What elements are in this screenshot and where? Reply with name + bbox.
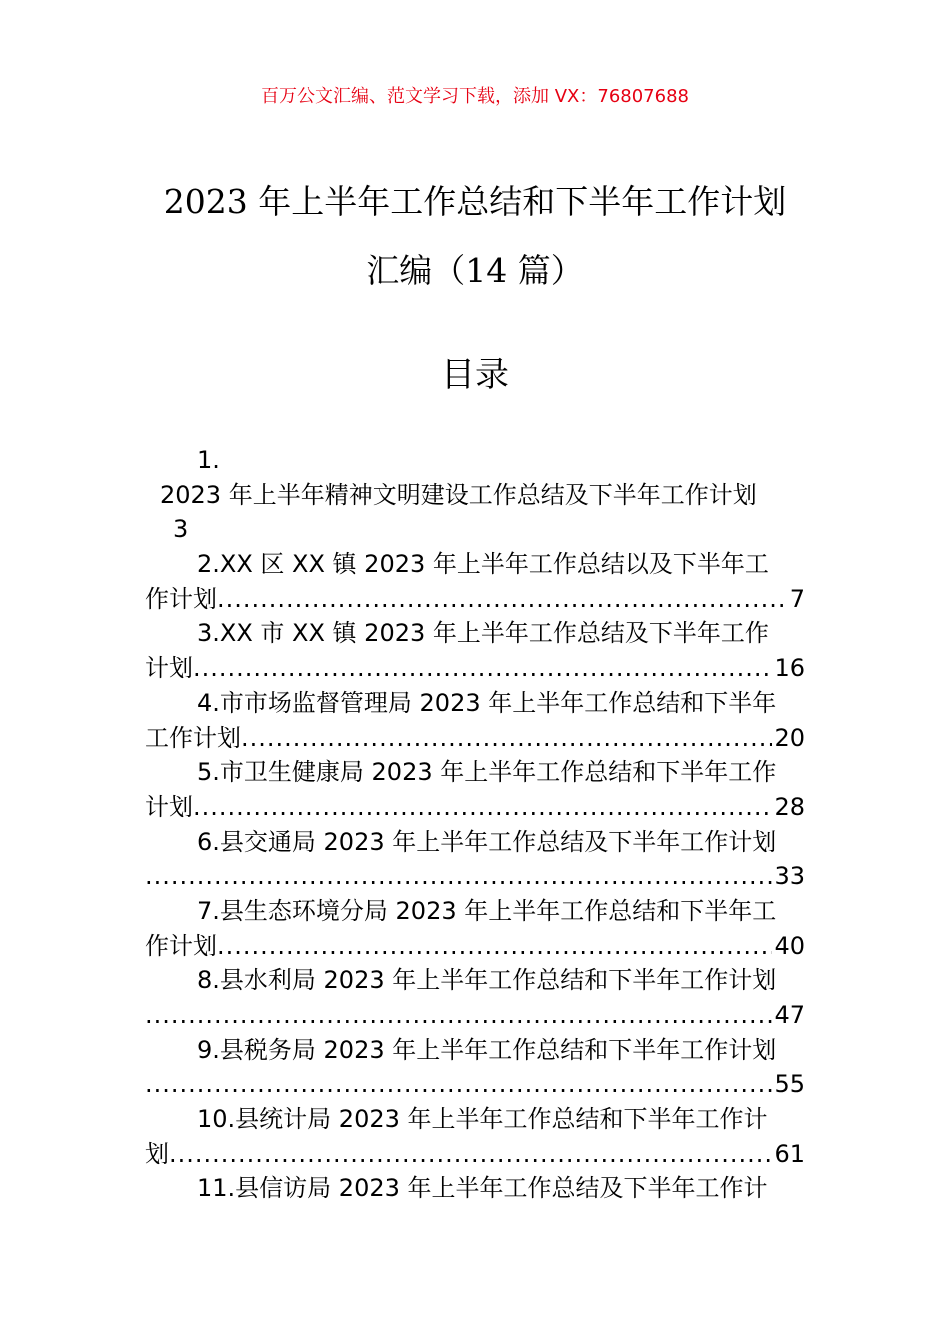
toc-entry-10[interactable] (145, 1102, 805, 1137)
table-of-contents (145, 443, 805, 1206)
toc-entry-4[interactable] (145, 686, 805, 721)
toc-entry-text: 11.县信访局 2023 年上半年工作总结及下半年工作计 (197, 1174, 768, 1203)
toc-entry-7-cont[interactable] (145, 929, 805, 964)
toc-entry-text: 8.县水利局 2023 年上半年工作总结和下半年工作计划 (197, 966, 777, 995)
toc-leader-dots (193, 790, 772, 825)
toc-entry-text: 4.市市场监督管理局 2023 年上半年工作总结和下半年 (197, 688, 777, 717)
toc-entry-text: 3.XX 市 XX 镇 2023 年上半年工作总结及下半年工作 (197, 619, 769, 648)
toc-entry-8-cont[interactable] (145, 998, 805, 1033)
toc-entry-7[interactable] (145, 894, 805, 929)
toc-entry-8[interactable] (145, 963, 805, 998)
toc-page-number: 28 (774, 792, 805, 821)
toc-entry-6-cont[interactable] (145, 859, 805, 894)
toc-leader-dots (217, 582, 788, 617)
toc-entry-text: 7.县生态环境分局 2023 年上半年工作总结和下半年工 (197, 896, 777, 925)
toc-leader-dots (145, 859, 772, 894)
toc-entry-2-cont[interactable] (145, 582, 805, 617)
toc-leader-dots (193, 651, 772, 686)
toc-entry-text: 作计划 (145, 584, 217, 613)
toc-entry-9-cont[interactable] (145, 1067, 805, 1102)
toc-entry-text: 计划 (145, 654, 193, 683)
toc-entry-1-title[interactable] (145, 478, 805, 513)
toc-entry-text: 10.县统计局 2023 年上半年工作总结和下半年工作计 (197, 1105, 768, 1134)
document-title-line-2: 汇编（14 篇） (366, 251, 584, 290)
toc-leader-dots (145, 998, 772, 1033)
toc-entry-text: 作计划 (145, 931, 217, 960)
toc-leader-dots (145, 1067, 772, 1102)
toc-entry-3-cont[interactable] (145, 651, 805, 686)
toc-leader-dots (217, 929, 772, 964)
toc-leader-dots (169, 1137, 772, 1172)
toc-page-number: 3 (173, 515, 189, 544)
toc-entry-4-cont[interactable] (145, 721, 805, 756)
document-title-line-1: 2023 年上半年工作总结和下半年工作计划 (163, 182, 787, 221)
toc-entry-6[interactable] (145, 825, 805, 860)
toc-entry-text: 计划 (145, 792, 193, 821)
toc-page-number: 61 (774, 1139, 805, 1168)
toc-entry-text: 2.XX 区 XX 镇 2023 年上半年工作总结以及下半年工 (197, 550, 769, 579)
toc-entry-text: 6.县交通局 2023 年上半年工作总结及下半年工作计划 (197, 827, 777, 856)
toc-entry-1-number[interactable] (145, 443, 805, 478)
toc-page-number: 7 (789, 584, 805, 613)
toc-page-number: 16 (774, 654, 805, 683)
toc-page-number: 47 (774, 1001, 805, 1029)
header-watermark-note: 百万公文汇编、范文学习下载，添加 VX：76807688 (261, 86, 689, 107)
toc-entry-3[interactable] (145, 616, 805, 651)
toc-page-number: 33 (774, 862, 805, 891)
toc-entry-text: 划 (145, 1139, 169, 1168)
toc-leader-dots (241, 721, 772, 756)
toc-entry-text: 9.县税务局 2023 年上半年工作总结和下半年工作计划 (197, 1035, 777, 1064)
toc-entry-9[interactable] (145, 1033, 805, 1068)
toc-page-number: 55 (774, 1070, 805, 1099)
toc-entry-2[interactable] (145, 547, 805, 582)
toc-entry-11[interactable] (145, 1171, 805, 1206)
toc-entry-10-cont[interactable] (145, 1137, 805, 1172)
toc-page-number: 20 (774, 723, 805, 752)
toc-page-number: 40 (774, 931, 805, 960)
toc-heading: 目录 (441, 355, 509, 395)
toc-entry-1-page[interactable] (145, 512, 805, 547)
toc-entry-5[interactable] (145, 755, 805, 790)
toc-entry-text: 5.市卫生健康局 2023 年上半年工作总结和下半年工作 (197, 758, 777, 787)
toc-entry-text: 工作计划 (145, 723, 241, 752)
toc-entry-text: 1. (197, 446, 220, 474)
toc-entry-5-cont[interactable] (145, 790, 805, 825)
toc-entry-text: 2023 年上半年精神文明建设工作总结及下半年工作计划 (160, 480, 757, 509)
